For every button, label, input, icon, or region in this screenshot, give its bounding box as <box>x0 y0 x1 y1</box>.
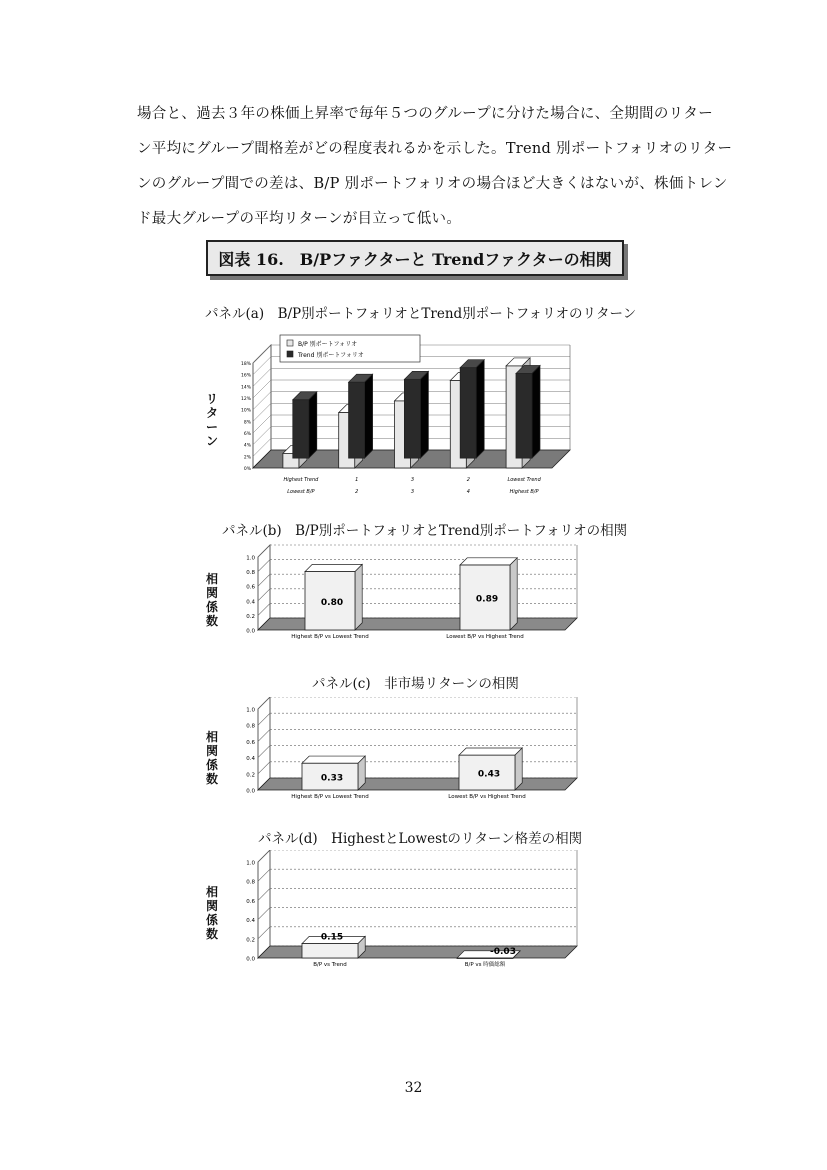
y-tick-label: 0.0 <box>246 956 255 963</box>
y-tick-label: 10% <box>240 408 251 414</box>
legend-label: B/P 別ポートフォリオ <box>298 341 358 348</box>
x-tick-label: 2 <box>466 477 470 483</box>
y-tick-label: 0.8 <box>246 879 255 886</box>
body-paragraph <box>137 97 733 237</box>
trend-bar-side <box>309 392 317 458</box>
y-tick-label: 0.0 <box>246 788 255 795</box>
panel-c-title: パネル(c) 非市場リターンの相関 <box>312 676 519 692</box>
gridline-side <box>258 560 270 572</box>
x-tick-label: Highest B/P vs Lowest Trend <box>291 794 369 800</box>
gridline-side <box>258 927 270 939</box>
bar-top <box>305 564 362 571</box>
x-tick-label: 2 <box>355 489 359 495</box>
gridline-side <box>258 729 270 741</box>
x-tick-label: Lowest B/P vs Highest Trend <box>446 634 524 640</box>
data-label: 0.89 <box>475 594 499 605</box>
x-tick-label: Highest B/P <box>509 489 539 495</box>
panel-d-chart <box>225 850 585 972</box>
panel-a-ylabel: リターン <box>205 392 218 448</box>
gridline-side <box>258 746 270 758</box>
panel-a-title: パネル(a) B/P別ポートフォリオとTrend別ポートフォリオのリターン <box>205 306 637 322</box>
y-tick-label: 0.8 <box>246 723 255 730</box>
x-tick-label: Highest Trend <box>283 477 319 483</box>
gridline-side <box>258 697 270 709</box>
bar-top <box>302 756 365 763</box>
y-tick-label: 0.6 <box>246 739 255 746</box>
y-tick-label: 14% <box>240 385 251 391</box>
bar <box>302 944 358 958</box>
gridline-side <box>258 603 270 615</box>
trend-bar-side <box>476 360 484 458</box>
legend-swatch <box>287 340 293 346</box>
gridline-side <box>258 850 270 862</box>
bar-top <box>459 748 522 755</box>
y-tick-label: 12% <box>240 397 251 402</box>
y-tick-label: 2% <box>243 455 251 461</box>
paragraph-line: ン平均にグループ間格差がどの程度表れるかを示した。Trend 別ポートフォリオのリター <box>137 141 733 157</box>
data-label: -0.03 <box>490 947 516 957</box>
panel-b-ylabel: 相関係数 <box>205 572 218 628</box>
y-tick-label: 1.0 <box>246 860 255 867</box>
gridline-side <box>253 392 271 410</box>
x-tick-label: 4 <box>466 489 470 495</box>
y-tick-label: 0.4 <box>246 918 255 925</box>
data-label: 0.80 <box>320 597 344 608</box>
x-tick-label: 3 <box>410 489 415 495</box>
legend-swatch <box>287 351 293 357</box>
y-tick-label: 8% <box>243 420 251 426</box>
trend-bar <box>516 374 532 459</box>
x-tick-label: Lowest Trend <box>507 477 541 483</box>
y-tick-label: 0.6 <box>246 898 255 905</box>
bar <box>457 958 513 959</box>
paragraph-line: 場合と、過去３年の株価上昇率で毎年５つのグループに分けた場合に、全期間のリター <box>137 106 714 122</box>
gridline-side <box>253 380 271 398</box>
side-wall <box>258 697 270 790</box>
y-tick-label: 18% <box>240 362 251 367</box>
trend-bar <box>404 379 420 458</box>
legend-label: Trend 別ポートフォリオ <box>298 352 364 359</box>
trend-bar-side <box>365 374 373 458</box>
gridline-side <box>253 345 271 363</box>
y-tick-label: 0.2 <box>246 937 255 944</box>
y-tick-label: 0.4 <box>246 599 255 606</box>
panel-c-ylabel: 相関係数 <box>205 730 218 786</box>
x-tick-label: B/P vs 時価総額 <box>464 962 506 968</box>
paragraph-line: ンのグループ間での差は、B/P 別ポートフォリオの場合ほど大きくはないが、株価トレン <box>137 176 728 192</box>
y-tick-label: 1.0 <box>246 707 255 714</box>
gridline-side <box>258 869 270 881</box>
trend-bar <box>293 400 309 458</box>
panel-b-chart <box>225 542 585 644</box>
gridline-side <box>253 415 271 433</box>
x-tick-label: Lowest B/P <box>287 489 315 495</box>
panel-c-chart <box>225 697 585 804</box>
data-label: 0.33 <box>320 773 344 784</box>
page-number: 32 <box>404 1080 423 1096</box>
trend-bar-side <box>532 366 540 459</box>
trend-bar <box>460 368 476 458</box>
gridline-side <box>258 908 270 920</box>
gridline-side <box>258 713 270 725</box>
side-wall <box>253 345 271 468</box>
panel-b-title: パネル(b) B/P別ポートフォリオとTrend別ポートフォリオの相関 <box>222 523 628 539</box>
y-tick-label: 0.0 <box>246 628 255 635</box>
panel-a-chart <box>225 325 580 500</box>
gridline-side <box>253 368 271 386</box>
gridline-side <box>253 357 271 375</box>
y-tick-label: 0.2 <box>246 613 255 620</box>
side-wall <box>258 850 270 958</box>
bar-top <box>460 558 517 565</box>
panel-d-ylabel: 相関係数 <box>205 885 218 941</box>
panel-d-title: パネル(d) HighestとLowestのリターン格差の相関 <box>258 831 583 847</box>
gridline-side <box>258 545 270 557</box>
y-tick-label: 0.2 <box>246 772 255 779</box>
trend-bar-side <box>420 371 428 458</box>
x-tick-label: Highest B/P vs Lowest Trend <box>291 634 369 640</box>
trend-bar <box>349 382 365 458</box>
x-tick-label: 3 <box>410 477 415 483</box>
x-tick-label: B/P vs Trend <box>313 962 347 968</box>
y-tick-label: 0.8 <box>246 570 255 577</box>
data-label: 0.15 <box>320 932 344 943</box>
gridline-side <box>258 574 270 586</box>
x-tick-label: Lowest B/P vs Highest Trend <box>448 794 526 800</box>
x-tick-label: 1 <box>355 477 359 483</box>
gridline-side <box>258 888 270 900</box>
data-label: 0.43 <box>477 769 501 780</box>
paragraph-line: ド最大グループの平均リターンが目立って低い。 <box>137 211 462 227</box>
y-tick-label: 0.6 <box>246 584 255 591</box>
y-tick-label: 0% <box>243 467 251 472</box>
bar-side <box>515 748 522 790</box>
y-tick-label: 6% <box>243 432 251 437</box>
bar-side <box>510 558 517 630</box>
gridline-side <box>258 589 270 601</box>
gridline-side <box>253 403 271 421</box>
y-tick-label: 4% <box>243 443 251 449</box>
y-tick-label: 0.4 <box>246 756 255 763</box>
y-tick-label: 16% <box>240 373 251 379</box>
gridline-side <box>253 427 271 445</box>
bar-side <box>355 564 362 630</box>
side-wall <box>258 545 270 630</box>
figure-title: 図表 16. B/Pファクターと Trendファクターの相関 <box>206 240 624 276</box>
y-tick-label: 1.0 <box>246 555 255 562</box>
gridline-side <box>258 762 270 774</box>
